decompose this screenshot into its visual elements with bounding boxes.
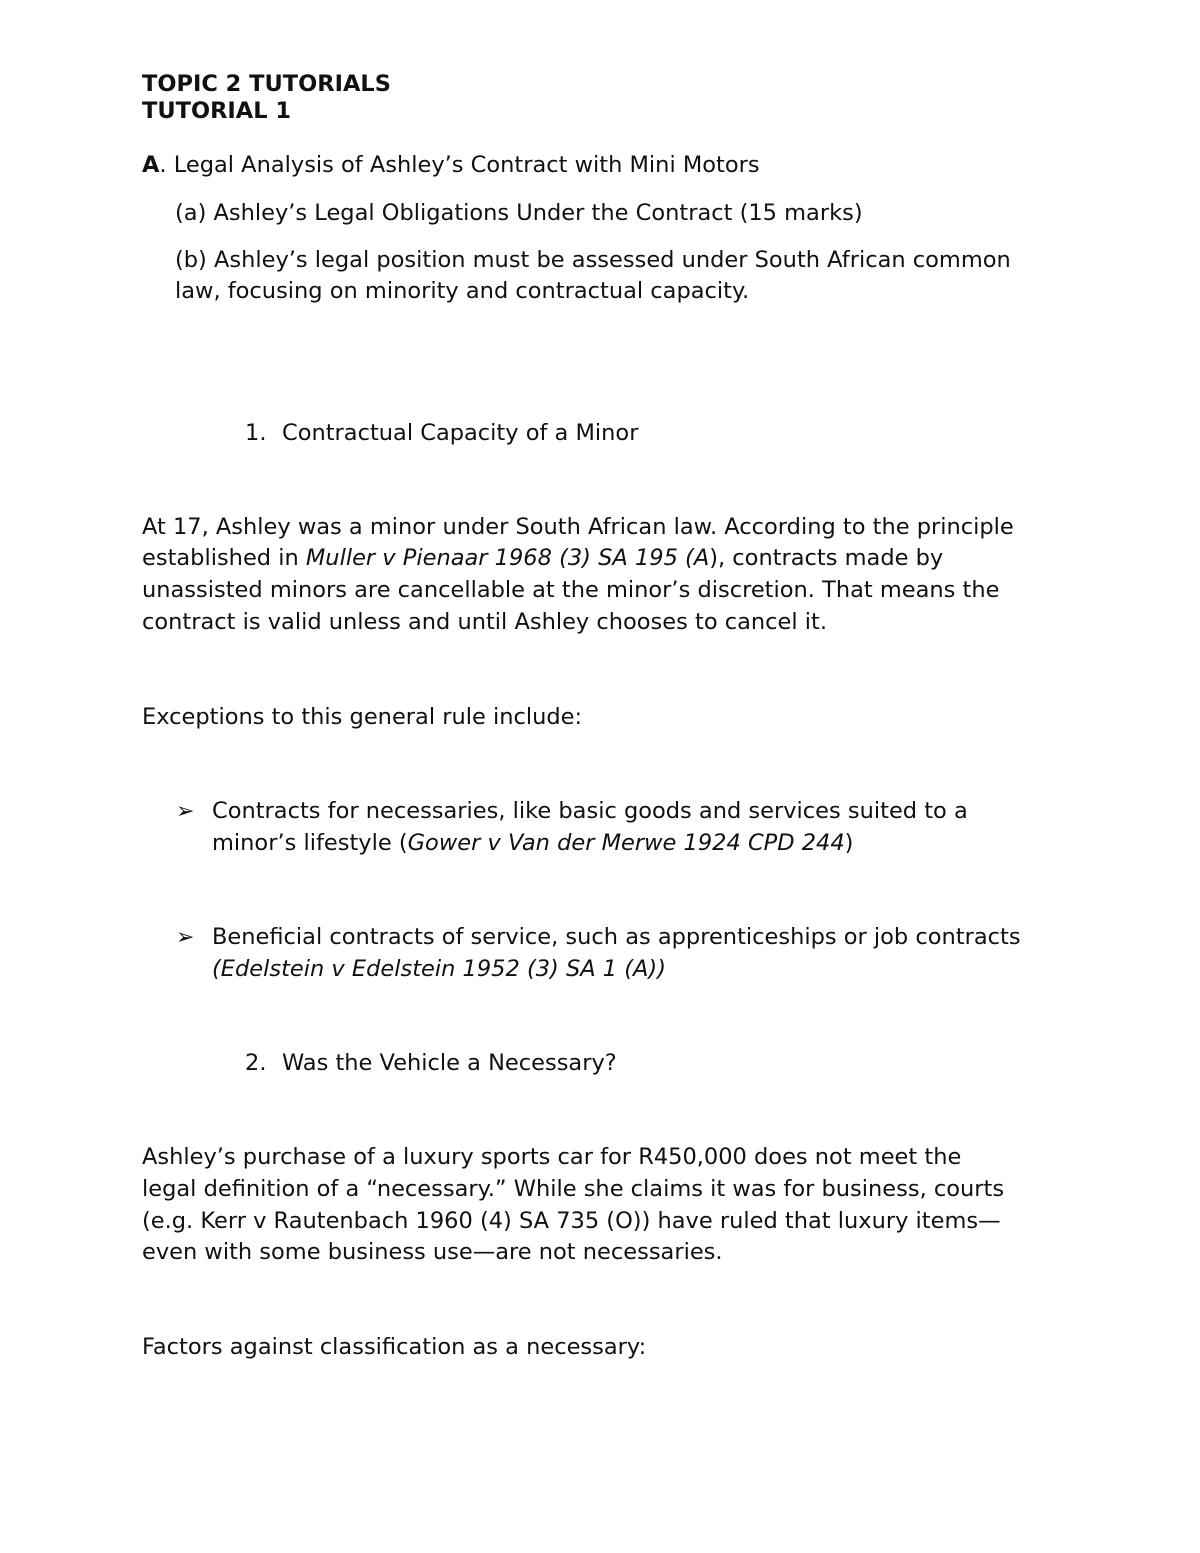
case-citation-edelstein: (Edelstein v Edelstein 1952 (3) SA 1 (A)) bbox=[212, 956, 666, 982]
item-b-line1: (b) Ashley’s legal position must be assessed under South African common bbox=[175, 247, 1011, 273]
para1-line2-pre: established in bbox=[142, 545, 306, 571]
bullet-1-line1: Contracts for necessaries, like basic goods and services suited to a bbox=[212, 798, 968, 824]
para1-line1: At 17, Ashley was a minor under South African law. According to the principle bbox=[142, 514, 1014, 540]
bullet-1-line2 bbox=[212, 828, 853, 860]
exceptions-intro: Exceptions to this general rule include: bbox=[142, 704, 583, 730]
tutorial-heading: TUTORIAL 1 bbox=[142, 98, 292, 124]
bullet-2-line1: Beneficial contracts of service, such as apprenticeships or job contracts bbox=[212, 924, 1021, 950]
bullet-1-line2-pre: minor’s lifestyle ( bbox=[212, 830, 408, 856]
section-a-letter: A bbox=[142, 152, 160, 178]
section-a-title bbox=[142, 150, 760, 182]
section-a-title-text: . Legal Analysis of Ashley’s Contract with Mini Motors bbox=[159, 152, 760, 178]
para1-line3: unassisted minors are cancellable at the minor’s discretion. That means the bbox=[142, 577, 1000, 603]
case-citation-muller: Muller v Pienaar 1968 (3) SA 195 (A bbox=[305, 545, 710, 571]
para2-line3: (e.g. Kerr v Rautenbach 1960 (4) SA 735 (O)) have ruled that luxury items— bbox=[142, 1208, 1001, 1234]
para1-line2 bbox=[142, 543, 943, 575]
arrow-bullet-icon: ➢ bbox=[176, 799, 195, 824]
heading-2-text: Was the Vehicle a Necessary? bbox=[282, 1050, 617, 1076]
para2-line1: Ashley’s purchase of a luxury sports car for R450,000 does not meet the bbox=[142, 1144, 962, 1170]
factors-intro: Factors against classification as a necessary: bbox=[142, 1334, 647, 1360]
bullet-2-line2 bbox=[212, 954, 666, 986]
topic-heading: TOPIC 2 TUTORIALS bbox=[142, 71, 391, 97]
para1-line4: contract is valid unless and until Ashley chooses to cancel it. bbox=[142, 609, 827, 635]
bullet-1-line2-post: ) bbox=[844, 830, 854, 856]
heading-1-text: Contractual Capacity of a Minor bbox=[282, 420, 639, 446]
heading-2-number: 2. bbox=[245, 1050, 267, 1076]
para2-line4: even with some business use—are not necessaries. bbox=[142, 1239, 723, 1265]
item-a: (a) Ashley’s Legal Obligations Under the Contract (15 marks) bbox=[175, 200, 863, 226]
item-b-line2: law, focusing on minority and contractual capacity. bbox=[175, 278, 750, 304]
heading-1-number: 1. bbox=[245, 420, 267, 446]
para2-line2: legal definition of a “necessary.” While she claims it was for business, courts bbox=[142, 1176, 1005, 1202]
para1-line2-post: ), contracts made by bbox=[709, 545, 944, 571]
case-citation-gower: Gower v Van der Merwe 1924 CPD 244 bbox=[407, 830, 845, 856]
arrow-bullet-icon: ➢ bbox=[176, 925, 195, 950]
